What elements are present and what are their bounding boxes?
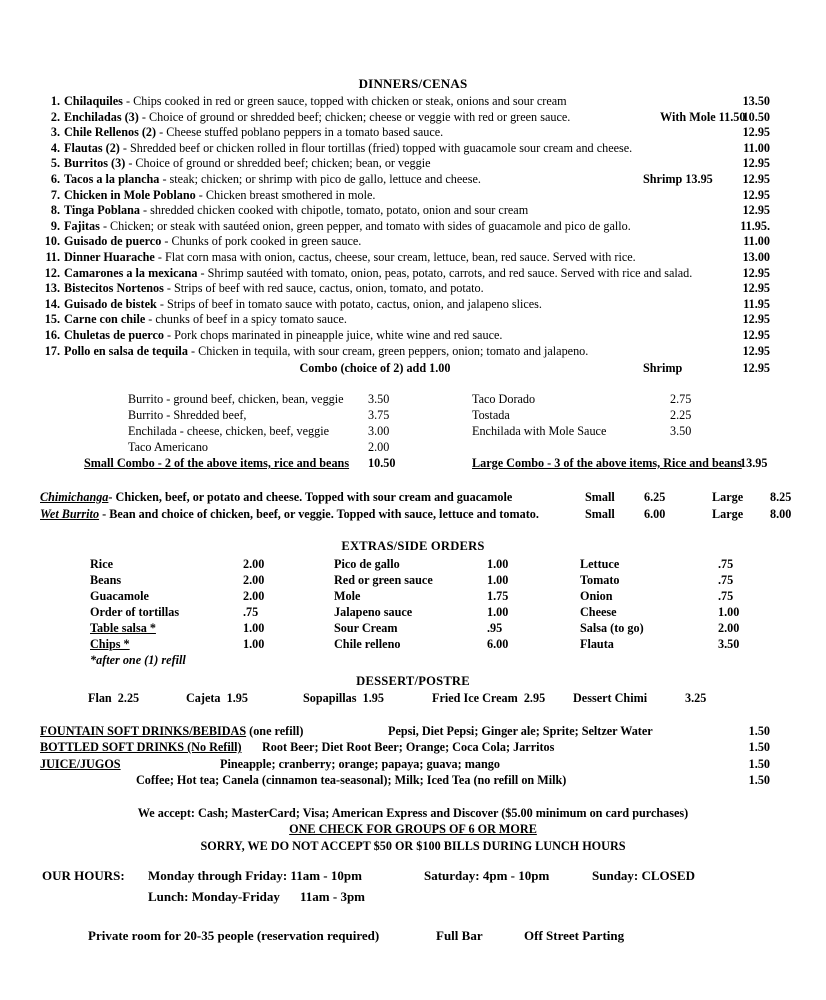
extras-item-price: 1.00 — [718, 604, 740, 619]
dessert-item-sopapillas: Sopapillas 1.95 — [303, 690, 384, 705]
parking-info: Off Street Parting — [524, 928, 625, 944]
dinner-item-price: 11.95 — [743, 296, 770, 311]
dinner-item — [40, 219, 770, 235]
dinner-item-name: Fajitas — [64, 218, 100, 233]
extras-item-name: Beans — [90, 572, 122, 587]
dinner-item-description: - Choice of ground or shredded beef; chicken; bean, or veggie — [125, 156, 431, 171]
extras-item-price: 1.00 — [487, 604, 509, 619]
special-item-description: - Bean and choice of chicken, beef, or veggie. Topped with sauce, lettuce and tomato. — [99, 506, 539, 521]
dinner-item — [40, 172, 770, 188]
dinner-item-price: 13.00 — [742, 249, 770, 264]
dessert-item-cajeta: Cajeta 1.95 — [186, 690, 248, 705]
extras-item-name: Flauta — [580, 636, 614, 651]
extras-item-name: Jalapeno sauce — [334, 604, 413, 619]
extras-item-price: 3.50 — [718, 636, 740, 651]
dinner-item-number: 15. — [44, 312, 60, 327]
extras-item-price: 2.00 — [243, 588, 265, 603]
dinner-item — [40, 344, 770, 360]
drink-price: 1.50 — [748, 773, 770, 788]
dinner-item-description: - Choice of ground or shredded beef; chicken; cheese or veggie with red or green sauce. — [138, 109, 571, 124]
dinners-section-title: DINNERS/CENAS — [358, 76, 468, 91]
extras-item-name: Pico de gallo — [334, 556, 400, 571]
extras-item-price: .75 — [243, 604, 259, 619]
dinner-item-price: 12.95 — [742, 125, 770, 140]
alacarte-left-price: 2.00 — [368, 439, 390, 454]
dinner-item — [40, 297, 770, 313]
extras-item-name: Tomato — [580, 572, 620, 587]
special-small-label: Small — [585, 489, 615, 504]
dinner-item — [40, 203, 770, 219]
dinner-item-price: 12.95 — [742, 187, 770, 202]
dinner-item-name: Guisado de bistek — [64, 296, 157, 311]
dinner-item — [40, 281, 770, 297]
dinner-item-price: 12.95 — [742, 327, 770, 342]
dinner-item-name: Chile Rellenos (2) — [64, 125, 157, 140]
combo-shrimp-label: Shrimp — [643, 361, 683, 376]
extras-item-name: Onion — [580, 588, 613, 603]
dinner-item-price: 12.95 — [742, 265, 770, 280]
dinner-item — [40, 125, 770, 141]
alacarte-left-price: 3.75 — [368, 407, 390, 422]
extras-item-price: 6.00 — [487, 636, 509, 651]
dinner-item-name: Chicken in Mole Poblano — [64, 187, 196, 202]
drink-detail: Pepsi, Diet Pepsi; Ginger ale; Sprite; Seltzer Water — [388, 723, 653, 738]
extras-item-price: 1.00 — [243, 620, 265, 635]
extras-item-price: .75 — [718, 572, 734, 587]
dinner-item-extra: With Mole 11.50 — [660, 109, 746, 124]
drink-detail: Coffee; Hot tea; Canela (cinnamon tea-seasonal); Milk; Iced Tea (no refill on Milk) — [136, 773, 567, 788]
dinner-item-description: - Strips of beef with red sauce, cactus, onion, tomato, and potato. — [163, 281, 484, 296]
dinner-item-price: 10.50 — [742, 109, 770, 124]
dessert-section — [0, 691, 826, 711]
extras-item-price: 1.75 — [487, 588, 509, 603]
dinner-item-name: Dinner Huarache — [64, 249, 155, 264]
drink-row — [40, 723, 770, 740]
extras-item-price: 2.00 — [243, 572, 265, 587]
special-large-price: 8.25 — [770, 489, 792, 504]
alacarte-right-price: 2.25 — [670, 407, 692, 422]
full-bar-info: Full Bar — [436, 928, 483, 944]
dinner-item — [40, 141, 770, 157]
dinner-item-number: 2. — [50, 109, 60, 124]
alacarte-right-price: 2.75 — [670, 391, 692, 406]
alacarte-left-price: 3.00 — [368, 423, 390, 438]
special-small-price: 6.00 — [644, 506, 666, 521]
extras-item-price: .75 — [718, 556, 734, 571]
drink-price: 1.50 — [748, 723, 770, 738]
alacarte-row — [40, 391, 770, 407]
dinners-combo-note-row — [0, 361, 826, 377]
small-combo-label: Small Combo - 2 of the above items, rice and beans — [84, 455, 350, 470]
dinner-item-price: 11.00 — [743, 234, 770, 249]
special-small-price: 6.25 — [644, 489, 666, 504]
special-large-label: Large — [712, 489, 744, 504]
alacarte-right-name: Enchilada with Mole Sauce — [472, 423, 607, 438]
dinner-item-name: Chilaquiles — [64, 94, 123, 108]
dessert-item-dessert-chimi: Dessert Chimi — [573, 690, 648, 705]
dinner-item — [40, 312, 770, 328]
dinner-item-number: 4. — [50, 140, 60, 155]
drink-price: 1.50 — [748, 756, 770, 771]
dinner-item-description: - Chicken in tequila, with sour cream, green peppers, onion; tomato and jalapeno. — [187, 343, 589, 358]
hours-sunday: Sunday: CLOSED — [592, 868, 695, 884]
drink-category-suffix: (one refill) — [246, 723, 304, 738]
dinner-item-number: 10. — [44, 234, 60, 249]
combo-shrimp-price: 12.95 — [742, 361, 770, 376]
dinner-item — [40, 250, 770, 266]
dinner-item-extra: Shrimp 13.95 — [643, 171, 713, 186]
alacarte-left-name: Taco Americano — [128, 439, 209, 454]
extras-refill-note: *after one (1) refill — [90, 652, 186, 667]
extras-item-name: Cheese — [580, 604, 617, 619]
extras-section-title: EXTRAS/SIDE ORDERS — [341, 538, 485, 553]
hours-lunch-time: 11am - 3pm — [300, 889, 365, 905]
extras-item-price: 1.00 — [243, 636, 265, 651]
dinner-item-price: 12.95 — [742, 281, 770, 296]
special-item-name: Chimichanga — [40, 489, 109, 504]
dinner-item-description: - Chips cooked in red or green sauce, topped with chicken or steak, onions and sour cream — [122, 94, 567, 108]
dinner-item-description: - steak; chicken; or shrimp with pico de gallo, lettuce and cheese. — [159, 171, 481, 186]
extras-item-name: Red or green sauce — [334, 572, 433, 587]
alacarte-left-name: Burrito - ground beef, chicken, bean, veggie — [128, 391, 344, 406]
alacarte-left-price: 3.50 — [368, 391, 390, 406]
alacarte-left-name: Burrito - Shredded beef, — [128, 407, 247, 422]
combo-choice-note: Combo (choice of 2) add 1.00 — [299, 361, 451, 376]
large-bills-notice: SORRY, WE DO NOT ACCEPT $50 OR $100 BILLS DURING LUNCH HOURS — [200, 838, 626, 853]
dinner-item-name: Tacos a la plancha — [64, 171, 160, 186]
dinner-item-description: - chunks of beef in a spicy tomato sauce. — [145, 312, 347, 327]
dinner-item-description: - Chicken; or steak with sautéed onion, green pepper, and tomato with sides of guacamole and pico de gallo. — [99, 218, 631, 233]
dinner-item-description: - shredded chicken cooked with chipotle, tomato, potato, onion and sour cream — [139, 203, 529, 218]
extras-item-price: .95 — [487, 620, 503, 635]
hours-label: OUR HOURS: — [42, 868, 125, 884]
dinner-item — [40, 94, 770, 110]
dessert-item-flan: Flan 2.25 — [88, 690, 140, 705]
small-combo-price: 10.50 — [368, 455, 396, 470]
payment-notice: We accept: Cash; MasterCard; Visa; American Express and Discover ($5.00 minimum on card purchases) — [137, 805, 689, 820]
dinner-item-name: Enchiladas (3) — [64, 109, 139, 124]
extras-item-name: Chips * — [90, 636, 130, 651]
hours-lunch-label: Lunch: Monday-Friday — [148, 889, 280, 905]
extras-item-price: 1.00 — [487, 572, 509, 587]
large-combo-price: 13.95 — [740, 455, 768, 470]
extras-item-name: Order of tortillas — [90, 604, 180, 619]
dinner-item-price: 12.95 — [742, 343, 770, 358]
dinner-item-number: 6. — [50, 171, 60, 186]
special-item-name: Wet Burrito — [40, 506, 100, 521]
alacarte-row — [40, 439, 770, 455]
extras-item-name: Chile relleno — [334, 636, 401, 651]
drink-category-label: BOTTLED SOFT DRINKS (No Refill) — [40, 740, 242, 755]
dinner-item-number: 1. — [50, 94, 60, 108]
dinner-item-number: 14. — [44, 296, 60, 311]
dinner-item-description: - Strips of beef in tomato sauce with potato, cactus, onion, and jalapeno slices. — [156, 296, 542, 311]
dinner-item-price: 11.95. — [740, 218, 770, 233]
alacarte-section — [0, 391, 826, 473]
extras-item-price: 2.00 — [718, 620, 740, 635]
dinner-item — [40, 328, 770, 344]
dinner-item-description: - Flat corn masa with onion, cactus, cheese, sour cream, lettuce, bean, red sauce. Served with rice. — [154, 249, 636, 264]
dinner-item-description: - Pork chops marinated in pineapple juice, white wine and red sauce. — [164, 327, 503, 342]
dinner-item-number: 3. — [50, 125, 60, 140]
extras-item-name: Guacamole — [90, 588, 149, 603]
dinner-item-name: Camarones a la mexicana — [64, 265, 198, 280]
dinner-item-name: Tinga Poblana — [64, 203, 140, 218]
dinner-item — [40, 188, 770, 204]
alacarte-right-price: 3.50 — [670, 423, 692, 438]
dinner-item-name: Carne con chile — [64, 312, 146, 327]
drink-detail: Pineapple; cranberry; orange; papaya; guava; mango — [220, 756, 500, 771]
extras-item-price: .75 — [718, 588, 734, 603]
drink-row — [40, 756, 770, 773]
dinner-item-description: - Cheese stuffed poblano peppers in a tomato based sauce. — [156, 125, 444, 140]
dessert-item-dessert-chimi-price: 3.25 — [685, 690, 707, 705]
specials-section — [0, 489, 826, 523]
dinner-item-name: Burritos (3) — [64, 156, 126, 171]
drink-price: 1.50 — [748, 740, 770, 755]
special-item — [40, 489, 792, 506]
dinner-item-description: - Chicken breast smothered in mole. — [195, 187, 376, 202]
dinner-item-number: 11. — [45, 249, 60, 264]
drink-category-label: JUICE/JUGOS — [40, 756, 121, 771]
dinner-item — [40, 266, 770, 282]
private-room-info: Private room for 20-35 people (reservation required) — [88, 928, 380, 944]
alacarte-right-name: Tostada — [472, 407, 510, 422]
dinner-item — [40, 110, 770, 126]
dinner-item-name: Pollo en salsa de tequila — [64, 343, 188, 358]
dinner-item-number: 12. — [44, 265, 60, 280]
group-check-notice: ONE CHECK FOR GROUPS OF 6 OR MORE — [289, 822, 537, 837]
drink-row — [40, 739, 770, 756]
dinner-item-number: 7. — [50, 187, 60, 202]
dinner-item — [40, 234, 770, 250]
dessert-item-fried-ice-cream: Fried Ice Cream 2.95 — [432, 690, 546, 705]
dinner-item-number: 16. — [44, 327, 60, 342]
drink-detail: Root Beer; Diet Root Beer; Orange; Coca Cola; Jarritos — [262, 740, 555, 755]
hours-section — [0, 868, 826, 914]
bottom-info — [0, 928, 826, 952]
extras-item-name: Mole — [334, 588, 361, 603]
extras-item-name: Rice — [90, 556, 114, 571]
dinner-item-price: 12.95 — [742, 171, 770, 186]
extras-item-name: Table salsa * — [90, 620, 156, 635]
notices-section — [0, 805, 826, 855]
drink-category-label: FOUNTAIN SOFT DRINKS/BEBIDAS — [40, 723, 247, 738]
dinner-item-description: - Shredded beef or chicken rolled in flour tortillas (fried) topped with guacamole sour cream and cheese. — [119, 140, 633, 155]
dinner-item-description: - Shrimp sautéed with tomato, onion, peas, potato, carrots, and red sauce. Served with rice and salad. — [197, 265, 693, 280]
special-item — [40, 506, 792, 523]
dinner-item-price: 11.00 — [743, 140, 770, 155]
dinner-item-description: - Chunks of pork cooked in green sauce. — [161, 234, 362, 249]
dinner-item-price: 12.95 — [742, 312, 770, 327]
alacarte-right-name: Taco Dorado — [472, 391, 536, 406]
dinner-item-number: 9. — [50, 218, 60, 233]
dinner-item-number: 8. — [50, 203, 60, 218]
special-item-description: - Chicken, beef, or potato and cheese. Topped with sour cream and guacamole — [108, 489, 513, 504]
extras-item-price: 1.00 — [487, 556, 509, 571]
extras-item-price: 2.00 — [243, 556, 265, 571]
dinner-item-name: Bistecitos Nortenos — [64, 281, 164, 296]
dinner-item-price: 12.95 — [742, 203, 770, 218]
dinner-item-price: 12.95 — [742, 156, 770, 171]
hours-saturday: Saturday: 4pm - 10pm — [424, 868, 550, 884]
dinner-item-name: Flautas (2) — [64, 140, 120, 155]
dessert-section-title: DESSERT/POSTRE — [356, 673, 470, 688]
dinner-item-price: 13.50 — [742, 94, 770, 108]
special-small-label: Small — [585, 506, 615, 521]
dinner-item-number: 13. — [44, 281, 60, 296]
dinner-item-number: 5. — [50, 156, 60, 171]
dinners-list — [0, 94, 826, 359]
alacarte-left-name: Enchilada - cheese, chicken, beef, veggie — [128, 423, 329, 438]
drink-row — [40, 772, 770, 789]
alacarte-row — [40, 407, 770, 423]
extras-item-name: Lettuce — [580, 556, 620, 571]
extras-item-name: Sour Cream — [334, 620, 398, 635]
extras-item-name: Salsa (to go) — [580, 620, 644, 635]
special-large-price: 8.00 — [770, 506, 792, 521]
alacarte-row — [40, 423, 770, 439]
large-combo-label: Large Combo - 3 of the above items, Rice and beans — [472, 455, 742, 470]
dinner-item-name: Chuletas de puerco — [64, 327, 164, 342]
extras-section — [0, 556, 826, 674]
dinner-item-number: 17. — [44, 343, 60, 358]
drinks-section — [0, 723, 826, 789]
dinner-item-name: Guisado de puerco — [64, 234, 162, 249]
special-large-label: Large — [712, 506, 744, 521]
dinner-item — [40, 156, 770, 172]
hours-weekdays: Monday through Friday: 11am - 10pm — [148, 868, 362, 884]
